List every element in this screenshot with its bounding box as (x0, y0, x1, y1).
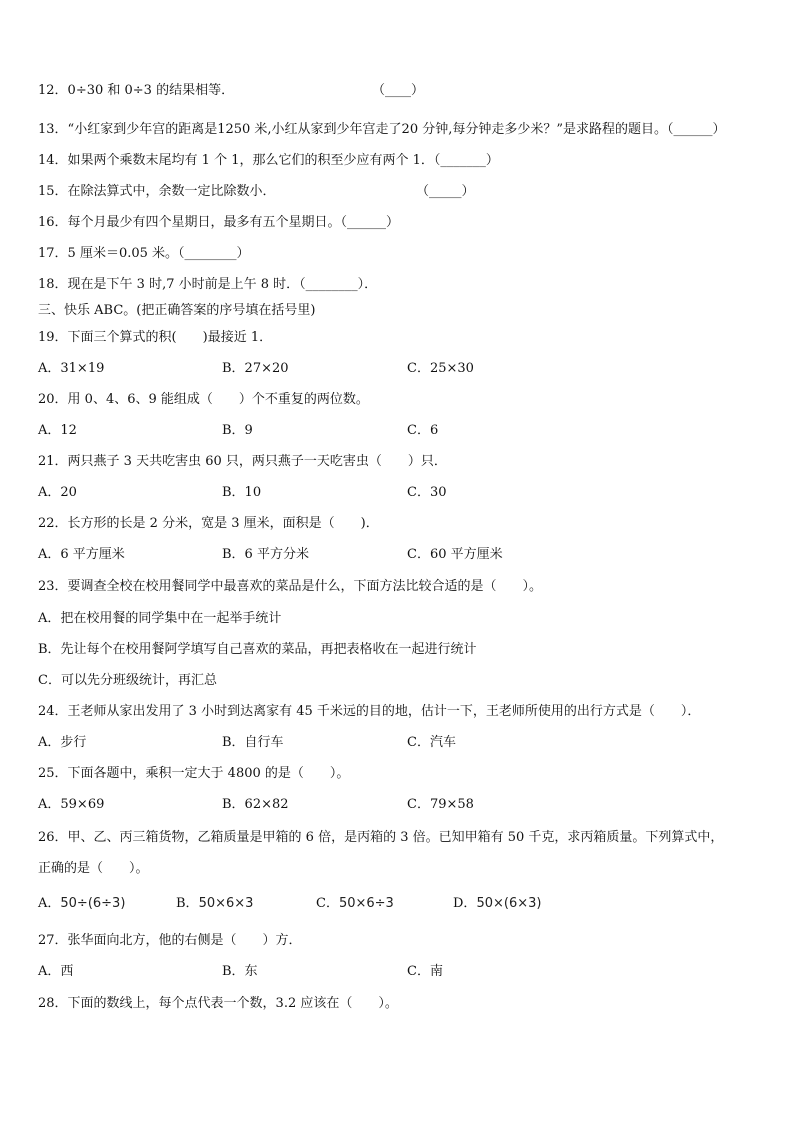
question-number: 25． (38, 766, 68, 781)
question-text: 5 厘米＝0.05 米。（________） (67, 246, 250, 261)
question-text: 0÷30 和 0÷3 的结果相等． (67, 83, 235, 98)
question-number: 13． (38, 122, 68, 137)
question-text: 现在是下午 3 时,7 小时前是上午 8 时．（________）． (67, 277, 378, 292)
option-b: B．东 (222, 964, 258, 979)
question-26-continued: 正确的是（ ）。 (38, 861, 149, 876)
option-c: C．6 (407, 423, 439, 438)
question-number: 16． (38, 215, 68, 230)
question-23 (38, 579, 542, 595)
question-number: 24． (38, 704, 68, 719)
question-22 (38, 516, 379, 532)
option-label: D． (453, 896, 477, 911)
question-text: 如果两个乘数末尾均有 1 个 1，那么它们的积至少应有两个 1．（_______） (67, 153, 499, 168)
question-text: 用 0、4、6、9 能组成（ ）个不重复的两位数。 (67, 392, 369, 407)
question-text: 下面三个算式的积( )最接近 1． (67, 330, 273, 345)
option-c: C．南 (407, 964, 443, 979)
option-a: A．把在校用餐的同学集中在一起举手统计 (38, 611, 282, 626)
option-b: B．9 (222, 423, 253, 438)
option-a: A．31×19 (38, 361, 105, 376)
option-b: B．6 平方分米 (222, 547, 309, 562)
option-c: C．79×58 (407, 797, 474, 812)
option-c: C．60 平方厘米 (407, 547, 503, 562)
question-text: “小红家到少年宫的距离是1250 米,小红从家到少年宫走了20 分钟,每分钟走多少米？”是求路程的题目。（______） (67, 122, 726, 137)
question-text: 下面的数线上，每个点代表一个数，3.2 应该在（ ）。 (67, 996, 398, 1011)
option-a: A．西 (38, 964, 74, 979)
question-26 (38, 830, 723, 846)
option-label: B． (176, 896, 199, 911)
question-18 (38, 277, 377, 293)
option-c: C．汽车 (407, 735, 456, 750)
question-14 (38, 153, 499, 169)
question-text: 在除法算式中，余数一定比除数小． (67, 184, 276, 199)
option-d (453, 896, 541, 912)
question-21 (38, 454, 447, 470)
question-text: 张华面向北方，他的右侧是（ ）方． (67, 933, 302, 948)
question-number: 28． (38, 996, 68, 1011)
option-label: C． (316, 896, 339, 911)
question-text: 甲、乙、丙三箱货物，乙箱质量是甲箱的 6 倍，是丙箱的 3 倍。已知甲箱有 50 千克，求丙箱质量。下列算式中， (67, 830, 724, 845)
question-24 (38, 704, 700, 720)
option-a: A．步行 (38, 735, 87, 750)
option-expression: 50×(6×3) (476, 896, 542, 911)
question-number: 12． (38, 83, 68, 98)
question-number: 27． (38, 933, 68, 948)
option-a: A．20 (38, 485, 77, 500)
question-13 (38, 122, 726, 138)
question-number: 15． (38, 184, 68, 199)
option-c (316, 896, 394, 912)
section-heading: 三、快乐 ABC。(把正确答案的序号填在括号里) (38, 303, 316, 318)
question-text: 下面各题中，乘积一定大于 4800 的是（ ）。 (67, 766, 350, 781)
option-b (176, 896, 253, 912)
answer-blank: （_____） (416, 184, 475, 199)
question-number: 19． (38, 330, 68, 345)
question-number: 26． (38, 830, 68, 845)
option-b: B．自行车 (222, 735, 284, 750)
option-b: B．10 (222, 485, 262, 500)
option-expression: 50×6÷3 (338, 896, 394, 911)
question-25 (38, 766, 349, 782)
option-a (38, 896, 125, 912)
question-number: 18． (38, 277, 68, 292)
option-a: A．12 (38, 423, 77, 438)
question-text: 每个月最少有四个星期日，最多有五个星期日。（______） (67, 215, 400, 230)
question-text: 要调查全校在校用餐同学中最喜欢的菜品是什么，下面方法比较合适的是（ ）。 (67, 579, 543, 594)
option-expression: 50×6×3 (198, 896, 254, 911)
question-20 (38, 392, 369, 408)
question-text: 两只燕子 3 天共吃害虫 60 只，两只燕子一天吃害虫（ ）只． (67, 454, 447, 469)
option-expression: 50÷(6÷3) (60, 896, 126, 911)
option-b: B．先让每个在校用餐阿学填写自己喜欢的菜品，再把表格收在一起进行统计 (38, 642, 477, 657)
question-text: 王老师从家出发用了 3 小时到达离家有 45 千米远的目的地，估计一下，王老师所使用的出行方式是（ ）． (67, 704, 701, 719)
question-15 (38, 184, 276, 200)
option-b: B．27×20 (222, 361, 289, 376)
option-b: B．62×82 (222, 797, 289, 812)
option-label: A． (38, 896, 61, 911)
option-c: C．可以先分班级统计，再汇总 (38, 673, 217, 688)
question-19 (38, 330, 272, 346)
question-12 (38, 83, 234, 99)
question-28 (38, 996, 398, 1012)
question-text: 长方形的长是 2 分米，宽是 3 厘米，面积是（ )． (67, 516, 379, 531)
option-c: C．30 (407, 485, 447, 500)
question-number: 22． (38, 516, 68, 531)
question-16 (38, 215, 399, 231)
option-a: A．6 平方厘米 (38, 547, 125, 562)
option-a: A．59×69 (38, 797, 105, 812)
question-number: 20． (38, 392, 68, 407)
question-number: 23． (38, 579, 68, 594)
question-number: 14． (38, 153, 68, 168)
question-17 (38, 246, 250, 262)
answer-blank: （____） (372, 83, 425, 98)
question-27 (38, 933, 302, 949)
option-c: C．25×30 (407, 361, 474, 376)
question-number: 17． (38, 246, 68, 261)
question-number: 21． (38, 454, 68, 469)
